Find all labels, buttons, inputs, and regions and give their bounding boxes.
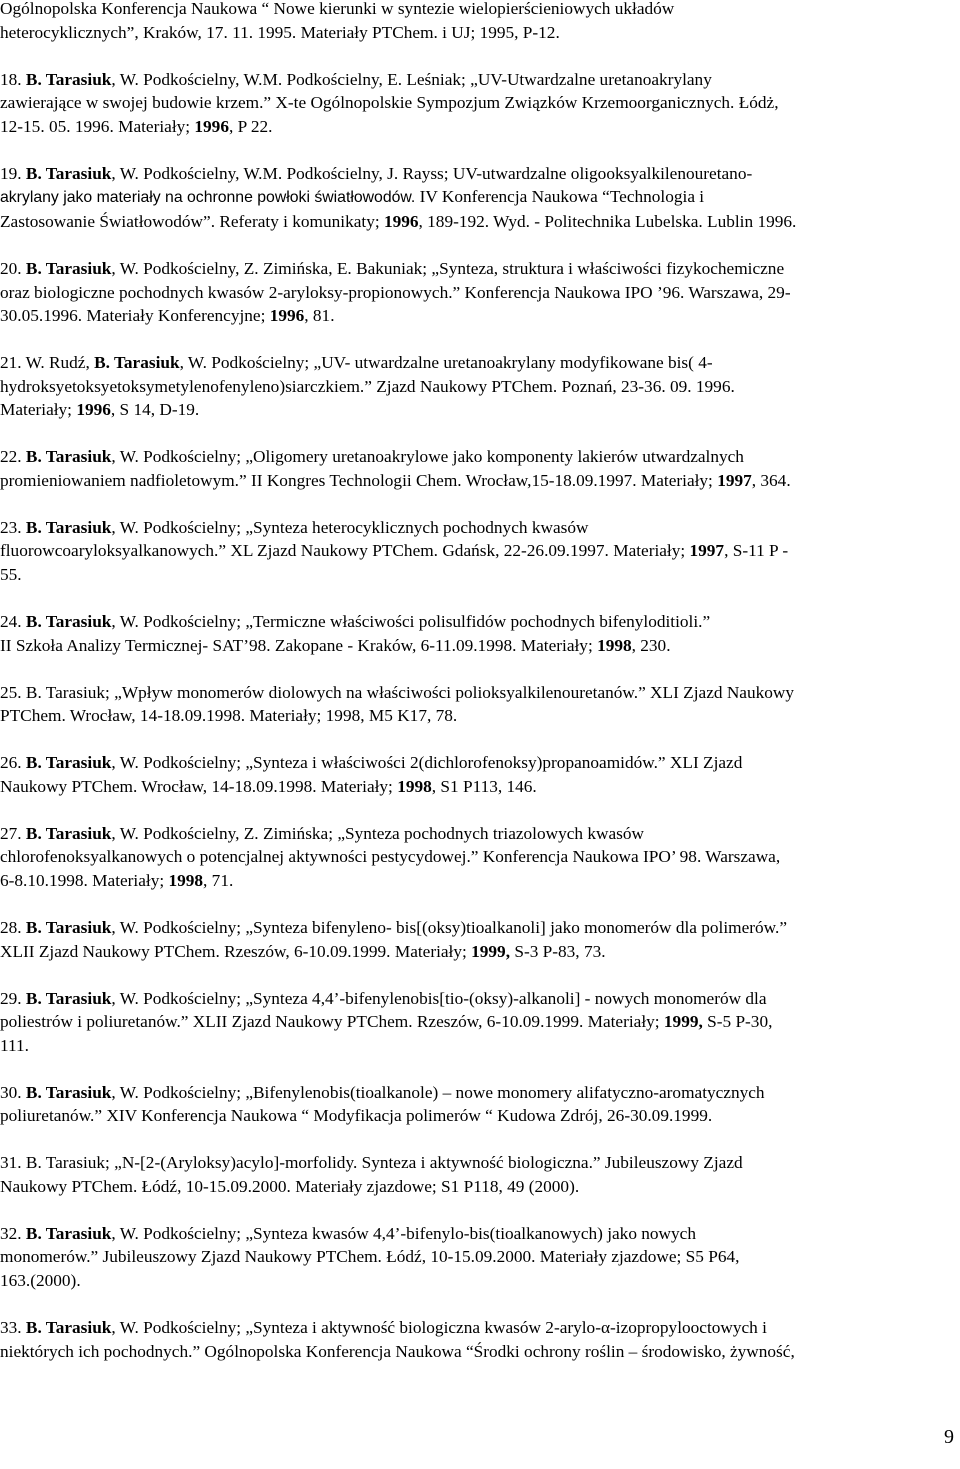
citation-line <box>0 445 954 469</box>
citation-line <box>0 1081 954 1105</box>
publication-entry-19 <box>0 162 960 234</box>
citation-text: , W. Podkościelny; „Synteza heterocyklicznych pochodnych kwasów <box>111 517 589 537</box>
citation-line <box>0 1269 954 1293</box>
citation-text: , W. Podkościelny, Z. Zimińska, E. Bakuniak; „Synteza, struktura i właściwości fizykochemiczne <box>111 258 785 278</box>
citation-text: heterocyklicznych”, Kraków, 17. 11. 1995. Materiały PTChem. i UJ; 1995, P-12. <box>0 22 560 42</box>
publication-citation <box>0 1151 954 1198</box>
citation-text: zawierające w swojej budowie krzem.” X-te Ogólnopolskie Sympozjum Związków Krzemoorganicznych. Łódż, <box>0 93 779 113</box>
publication-citation <box>0 445 954 492</box>
author-highlight: B. Tarasiuk <box>25 917 112 937</box>
citation-text: , W. Podkościelny; „Synteza 4,4’-bifenylenobis[tio-(oksy)-alkanoli] - nowych monomerów dla <box>111 988 767 1008</box>
publication-entry-25 <box>0 681 960 728</box>
publication-entry-23 <box>0 516 960 587</box>
citation-line <box>0 869 954 893</box>
citation-text: , W. Podkościelny; „Oligomery uretanoakrylowe jako komponenty lakierów utwardzalnych <box>111 447 744 467</box>
author-highlight: 1998 <box>597 635 632 655</box>
author-highlight: 1996 <box>269 306 305 326</box>
citation-line <box>0 304 954 328</box>
citation-text: , W. Podkościelny, W.M. Podkościelny, E. Leśniak; „UV-Utwardzalne uretanoakrylany <box>111 69 712 89</box>
citation-line <box>0 68 954 92</box>
publication-citation <box>0 822 954 893</box>
publication-entry-21 <box>0 351 960 422</box>
citation-line <box>0 822 954 846</box>
publication-citation <box>0 0 954 44</box>
citation-text: 25. B. Tarasiuk; „Wpływ monomerów diolowych na właściwości polioksyalkilenouretanów.” XLI Zjazd Naukowy <box>0 682 795 702</box>
author-highlight: B. Tarasiuk <box>25 517 112 537</box>
citation-text: 27. <box>0 823 26 843</box>
citation-line <box>0 681 954 705</box>
citation-text: , W. Podkościelny; „UV- utwardzalne uretanoakrylany modyfikowane bis( 4- <box>179 353 713 373</box>
citation-line <box>0 0 954 21</box>
citation-line <box>0 398 954 422</box>
citation-text: , W. Podkościelny; „Synteza kwasów 4,4’-bifenylo-bis(tioalkanowych) jako nowych <box>111 1223 696 1243</box>
citation-text: , P 22. <box>228 116 273 136</box>
citation-text: monomerów.” Jubileuszowy Zjazd Naukowy PTChem. Łódź, 10-15.09.2000. Materiały zjazdowe; S5 P64, <box>0 1247 740 1267</box>
citation-line <box>0 1034 954 1058</box>
citation-text: S-3 P-83, 73. <box>510 941 606 961</box>
publication-citation <box>0 162 954 234</box>
publication-citation <box>0 68 954 139</box>
citation-line <box>0 469 954 493</box>
citation-line <box>0 1104 954 1128</box>
citation-line <box>0 257 954 281</box>
citation-text: PTChem. Wrocław, 14-18.09.1998. Materiały; 1998, M5 K17, 78. <box>0 706 458 726</box>
citation-text: 31. B. Tarasiuk; „N-[2-(Aryloksy)acylo]-morfolidy. Synteza i aktywność biologiczna.” Jubileuszowy Zjazd <box>0 1153 743 1173</box>
citation-text: , S1 P113, 146. <box>431 776 537 796</box>
author-highlight: B. Tarasiuk <box>25 823 112 843</box>
citation-text: 6-8.10.1998. Materiały; <box>0 870 169 890</box>
citation-text: 33. <box>0 1318 26 1337</box>
author-highlight: B. Tarasiuk <box>25 69 112 89</box>
publication-entry-28 <box>0 916 960 963</box>
citation-text: 18. <box>0 69 26 89</box>
citation-line <box>0 775 954 799</box>
citation-line <box>0 375 954 399</box>
author-highlight: B. Tarasiuk <box>25 1082 112 1102</box>
citation-line <box>0 185 954 210</box>
publication-entry-31 <box>0 1151 960 1198</box>
citation-line <box>0 1316 954 1340</box>
citation-line <box>0 634 954 658</box>
citation-text: hydroksyetoksyetoksymetylenofenyleno)siarczkiem.” Zjazd Naukowy PTChem. Poznań, 23-36. 09. 1996. <box>0 376 735 396</box>
citation-text: 23. <box>0 517 26 537</box>
publication-entry-32 <box>0 1222 960 1293</box>
publication-entry-20 <box>0 257 960 328</box>
citation-line <box>0 210 954 234</box>
publication-entry-30 <box>0 1081 960 1128</box>
citation-text: Naukowy PTChem. Wrocław, 14-18.09.1998. Materiały; <box>0 776 398 796</box>
author-highlight: 1996 <box>383 211 419 231</box>
citation-line <box>0 1340 954 1364</box>
citation-text: , W. Podkościelny, W.M. Podkościelny, J. Rayss; UV-utwardzalne oligooksyalkilenouretano- <box>111 163 753 183</box>
citation-text: Zastosowanie Światłowodów”. Referaty i komunikaty; <box>0 211 384 231</box>
author-highlight: 1996 <box>76 400 111 420</box>
citation-line <box>0 1222 954 1246</box>
citation-text: poliestrów i poliuretanów.” XLII Zjazd Naukowy PTChem. Rzeszów, 6-10.09.1999. Materiały; <box>0 1012 664 1032</box>
citation-line <box>0 751 954 775</box>
citation-line <box>0 1010 954 1034</box>
publication-citation <box>0 1081 954 1128</box>
author-highlight: 1996 <box>194 116 229 136</box>
citation-line <box>0 704 954 728</box>
author-highlight: B. Tarasiuk <box>25 163 112 183</box>
citation-text: , W. Podkościelny; „Synteza i właściwości 2(dichlorofenoksy)propanoamidów.” XLI Zjazd <box>111 753 743 773</box>
publication-citation <box>0 257 954 328</box>
publication-citation <box>0 987 954 1058</box>
citation-text: Ogólnopolska Konferencja Naukowa “ Nowe kierunki w syntezie wielopierścieniowych układów <box>0 0 675 18</box>
publication-entry-18 <box>0 68 960 139</box>
author-highlight: 1999, <box>663 1012 703 1032</box>
citation-line <box>0 91 954 115</box>
citation-line <box>0 351 954 375</box>
author-highlight: 1998 <box>168 870 204 890</box>
citation-text: S-5 P-30, <box>702 1012 773 1032</box>
page-number: 9 <box>944 1426 954 1448</box>
citation-text: , 189-192. Wyd. - Politechnika Lubelska. Lublin 1996. <box>418 211 797 231</box>
citation-line <box>0 1151 954 1175</box>
citation-text: 30. <box>0 1082 26 1102</box>
citation-line <box>0 115 954 139</box>
author-highlight: B. Tarasiuk <box>94 353 180 373</box>
citation-text: , W. Podkościelny; „Synteza bifenyleno- bis[(oksy)tioalkanoli] jako monomerów dla polimerów.” <box>111 917 788 937</box>
citation-text: akrylany jako materiały na ochronne powłoki światłowodów. <box>0 189 416 207</box>
citation-text: fluorowcoaryloksyalkanowych.” XL Zjazd Naukowy PTChem. Gdańsk, 22-26.09.1997. Materiały; <box>0 541 690 561</box>
citation-text: II Szkoła Analizy Termicznej- SAT’98. Zakopane - Kraków, 6-11.09.1998. Materiały; <box>0 635 598 655</box>
publication-entry-33 <box>0 1316 960 1363</box>
citation-text: 28. <box>0 917 26 937</box>
citation-line <box>0 845 954 869</box>
citation-line <box>0 563 954 587</box>
citation-text: , W. Podkościelny; „Termiczne właściwości polisulfidów pochodnych bifenyloditioli.” <box>111 612 711 632</box>
citation-text: 19. <box>0 163 26 183</box>
citation-text: 111. <box>0 1035 29 1055</box>
citation-text: , 81. <box>304 306 335 326</box>
citation-line <box>0 1175 954 1199</box>
citation-text: , 71. <box>203 870 234 890</box>
author-highlight: B. Tarasiuk <box>25 1318 112 1337</box>
citation-text: , W. Podkościelny; „Bifenylenobis(tioalkanole) – nowe monomery alifatyczno-aromatycznych <box>111 1082 765 1102</box>
author-highlight: B. Tarasiuk <box>25 753 112 773</box>
publication-citation <box>0 516 954 587</box>
publication-entry-29 <box>0 987 960 1058</box>
citation-text: poliuretanów.” XIV Konferencja Naukowa “ Modyfikacja polimerów “ Kudowa Zdrój, 26-30.09.1999. <box>0 1106 713 1126</box>
author-highlight: 1997 <box>717 470 752 490</box>
author-highlight: B. Tarasiuk <box>25 1223 112 1243</box>
citation-text: , W. Podkościelny, Z. Zimińska; „Synteza pochodnych triazolowych kwasów <box>111 823 645 843</box>
author-highlight: B. Tarasiuk <box>25 612 112 632</box>
citation-text: , S-11 P - <box>724 541 789 561</box>
publication-entry-24 <box>0 610 960 657</box>
citation-text: , 230. <box>631 635 671 655</box>
citation-line <box>0 940 954 964</box>
author-highlight: 1998 <box>397 776 432 796</box>
citation-text: niektórych ich pochodnych.” Ogólnopolska Konferencja Naukowa “Środki ochrony roślin – środowisko, żywność, <box>0 1341 795 1361</box>
citation-line <box>0 1245 954 1269</box>
citation-text: promieniowaniem nadfioletowym.” II Kongres Technologii Chem. Wrocław,15-18.09.1997. Materiały; <box>0 470 718 490</box>
citation-text: 21. W. Rudź, <box>0 353 95 373</box>
citation-text: 30.05.1996. Materiały Konferencyjne; <box>0 306 270 326</box>
citation-line <box>0 516 954 540</box>
citation-text: IV Konferencja Naukowa “Technologia i <box>415 187 705 207</box>
citation-line <box>0 987 954 1011</box>
publication-citation <box>0 1316 954 1363</box>
author-highlight: B. Tarasiuk <box>25 447 112 467</box>
author-highlight: B. Tarasiuk <box>25 988 112 1008</box>
citation-line <box>0 610 954 634</box>
citation-text: chlorofenoksyalkanowych o potencjalnej aktywności pestycydowej.” Konferencja Naukowa IPO’ 98. Warszawa, <box>0 847 781 867</box>
publication-citation <box>0 751 954 798</box>
citation-text: 20. <box>0 258 26 278</box>
citation-text: , S 14, D-19. <box>110 400 200 420</box>
publication-citation <box>0 1222 954 1293</box>
citation-text: 55. <box>0 565 22 585</box>
citation-text: 32. <box>0 1223 26 1243</box>
publication-citation <box>0 610 954 657</box>
author-highlight: 1997 <box>689 541 725 561</box>
citation-line <box>0 162 954 186</box>
citation-line <box>0 281 954 305</box>
citation-text: 26. <box>0 753 26 773</box>
author-highlight: 1999, <box>471 941 511 961</box>
citation-text: , 364. <box>751 470 791 490</box>
citation-text: , W. Podkościelny; „Synteza i aktywność biologiczna kwasów 2-arylo-α-izopropylooctowych i <box>111 1318 767 1337</box>
citation-text: 22. <box>0 447 26 467</box>
author-highlight: B. Tarasiuk <box>25 258 112 278</box>
publication-entry-27 <box>0 822 960 893</box>
citation-line <box>0 916 954 940</box>
citation-text: 12-15. 05. 1996. Materiały; <box>0 116 195 136</box>
publication-entry-intro <box>0 0 960 44</box>
citation-line <box>0 539 954 563</box>
citation-text: Naukowy PTChem. Łódź, 10-15.09.2000. Materiały zjazdowe; S1 P118, 49 (2000). <box>0 1176 580 1196</box>
publication-entry-22 <box>0 445 960 492</box>
citation-text: Materiały; <box>0 400 77 420</box>
citation-text: XLII Zjazd Naukowy PTChem. Rzeszów, 6-10.09.1999. Materiały; <box>0 941 472 961</box>
publication-citation <box>0 351 954 422</box>
publication-entry-26 <box>0 751 960 798</box>
citation-text: 29. <box>0 988 26 1008</box>
publication-citation <box>0 681 954 728</box>
citation-text: oraz biologiczne pochodnych kwasów 2-aryloksy-propionowych.” Konferencja Naukowa IPO ’96. Warszawa, 29- <box>0 282 791 302</box>
citation-text: 163.(2000). <box>0 1271 81 1291</box>
citation-text: 24. <box>0 612 26 632</box>
publication-citation <box>0 916 954 963</box>
citation-line <box>0 21 954 45</box>
